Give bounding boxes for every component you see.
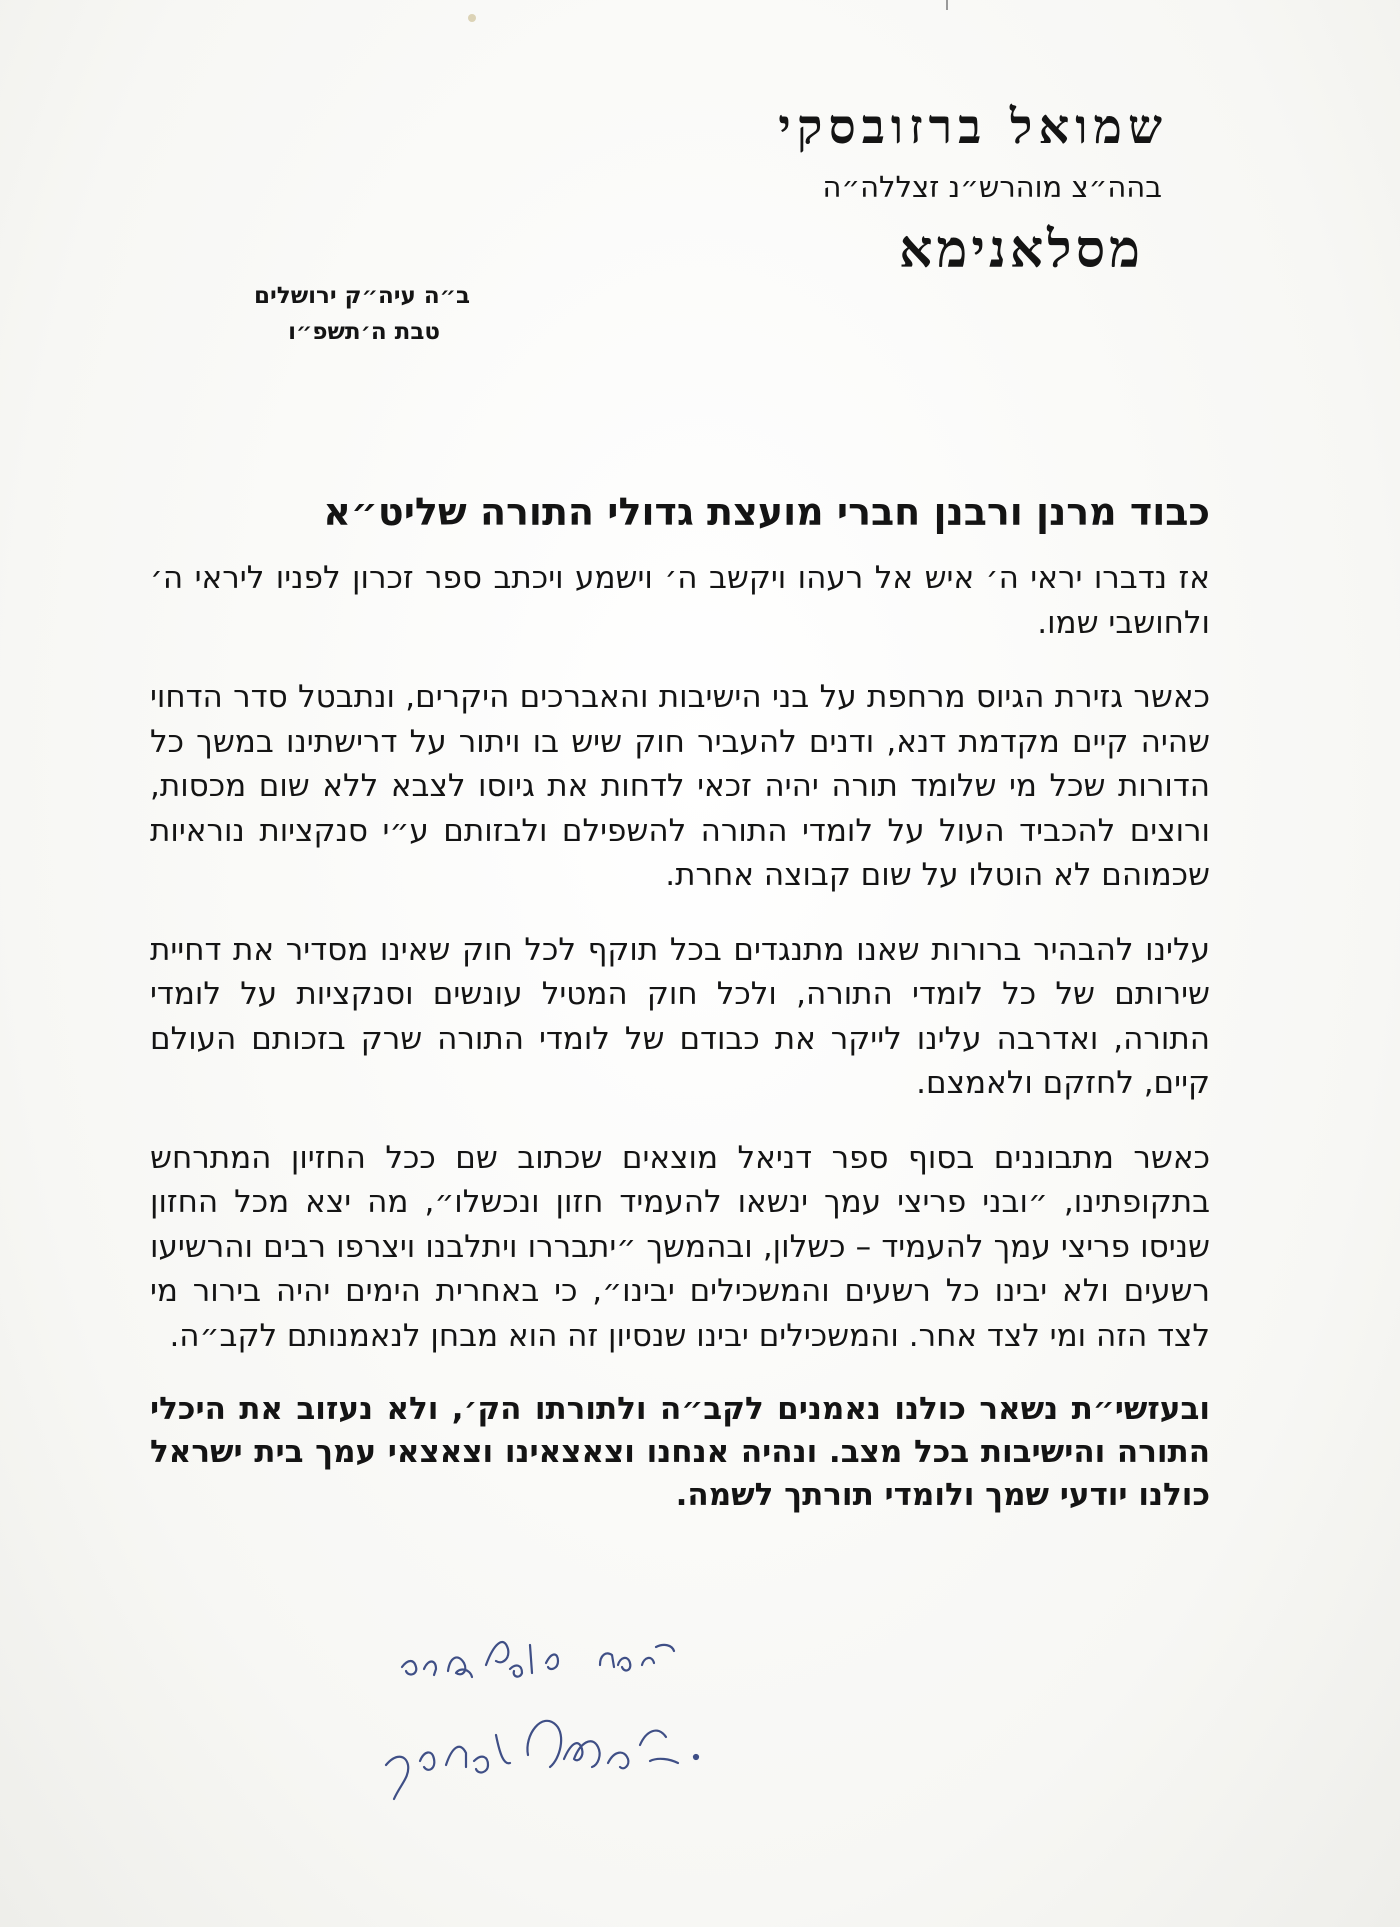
scan-speck-icon <box>464 10 480 26</box>
paragraph-opposition: עלינו להבהיר ברורות שאנו מתנגדים בכל תוקף לכל חוק שאינו מסדיר את דחיית שירותם של כל לומדי התורה, ולכל חוק המטיל עונשים וסנקציות על לומדי התורה, ואדרבה עלינו לייקר את כבודם של לומדי התורה שרק בזכותם העולם קיים, לחזקם ולאמצם. <box>150 931 1210 1101</box>
date-hebrew: טבת ה׳תשפ״ו <box>288 319 440 345</box>
salutation: כבוד מרנן ורבנן חברי מועצת גדולי התורה שליט״א <box>323 490 1210 534</box>
letter-body <box>150 556 1210 1547</box>
paragraph-daniel: כאשר מתבוננים בסוף ספר דניאל מוצאים שכתוב שם ככל החזיון המתרחש בתקופתינו, ״ובני פריצי עמך ינשאו להעמיד חזון ונכשלו״, מה יצא מכל החזון שניסו פריצי עמך להעמיד – כשלון, ובהמשך ״יתבררו ויתלבנו ויצרפו רבים והרשיעו רשעים ולא יבינו כל רשעים והמשכילים יבינו״, כי באחרית הימים יהיה בירור מי לצד הזה ומי לצד אחר. והמשכילים יבינו שנסיון זה הוא מבחן לנאמנותם לקב״ה. <box>150 1139 1210 1354</box>
letterhead-name: שמואל ברזובסקי <box>778 99 1168 155</box>
letterhead-place: מסלאנימא <box>899 219 1144 280</box>
date-location: ב״ה עיה״ק ירושלים <box>254 283 470 309</box>
letterhead <box>648 92 1168 288</box>
scan-edge-mark <box>946 0 948 10</box>
paragraph-opening-verse: אז נדברו יראי ה׳ איש אל רעהו ויקשב ה׳ וישמע ויכתב ספר זכרון לפניו ליראי ה׳ ולחושבי שמו. <box>150 560 1210 641</box>
paragraph-draft-decree: כאשר גזירת הגיוס מרחפת על בני הישיבות והאברכים היקרים, ונתבטל סדר הדחוי שהיה קיים מקדמת דנא, ודנים להעביר חוק שיש בו ויתור על דרישתינו במשך כל הדורות שכל מי שלומד תורה יהיה זכאי לדחות את גיוסו לצבא ללא שום מכסות, ורוצים להכביד העול על לומדי התורה להשפילם ולבזותם ע״י סנקציות נוראיות שכמוהם לא הוטלו על שום קבוצה אחרת. <box>150 679 1210 893</box>
handwritten-signature <box>350 1585 730 1845</box>
paragraph-closing: ובעזשי״ת נשאר כולנו נאמנים לקב״ה ולתורתו הק׳, ולא נעזוב את היכלי התורה והישיבות בכל מצב. ונהיה אנחנו וצאצאינו וצאצאי עמך בית ישראל כולנו יודעי שמך ולומדי תורתך לשמה. <box>150 1391 1210 1513</box>
letterhead-title: בהה״צ מוהרש״נ זצללה״ה <box>822 170 1162 204</box>
date-block <box>150 278 470 350</box>
